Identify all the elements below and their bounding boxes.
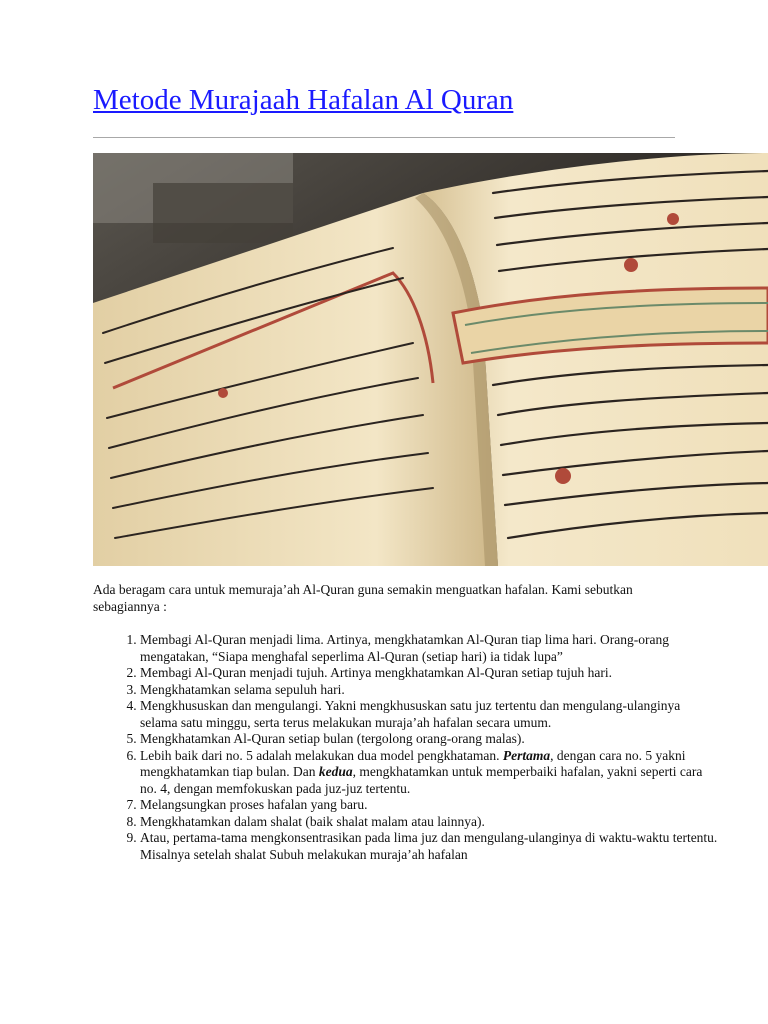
list-item: 1. Membagi Al-Quran menjadi lima. Artinya, mengkhatamkan Al-Quran tiap lima hari. Orang-orang mengatakan, “Siapa menghafal seperlima Al-Quran (setiap hari) ia tidak lupa” <box>140 632 720 665</box>
list-item-text: , dengan cara no. 5 yakni mengkhatamkan tiap bulan. Dan <box>140 747 686 779</box>
list-item <box>140 748 720 798</box>
list-item: 8. Mengkhatamkan dalam shalat (baik shalat malam atau lainnya). <box>140 814 720 831</box>
list-item: 9. Atau, pertama-tama mengkonsentrasikan pada lima juz dan mengulang-ulanginya di waktu-waktu tertentu. Misalnya setelah shalat Subuh melakukan muraja’ah hafalan <box>140 830 720 863</box>
intro-paragraph: Ada beragam cara untuk memuraja’ah Al-Quran guna semakin menguatkan hafalan. Kami sebutkan sebagiannya : <box>93 582 633 614</box>
keyword-pertama: Pertama <box>502 747 551 763</box>
list-item: 2. Membagi Al-Quran menjadi tujuh. Artinya mengkhatamkan Al-Quran setiap tujuh hari. <box>140 665 720 682</box>
list-item: 7. Melangsungkan proses hafalan yang baru. <box>140 797 720 814</box>
article-title-link[interactable]: Metode Murajaah Hafalan Al Quran <box>93 84 514 116</box>
keyword-kedua: kedua <box>318 764 353 779</box>
list-item: 3. Mengkhatamkan selama sepuluh hari. <box>140 682 720 699</box>
list-item: 4. Mengkhususkan dan mengulangi. Yakni mengkhususkan satu juz tertentu dan mengulang-ulanginya selama satu minggu, serta terus melakukan muraja’ah hafalan secara umum. <box>140 698 720 731</box>
murajaah-method-list <box>93 632 720 863</box>
title-divider <box>93 137 675 138</box>
quran-photo <box>93 153 768 566</box>
list-item: 5. Mengkhatamkan Al-Quran setiap bulan (tergolong orang-orang malas). <box>140 731 720 748</box>
list-item-text: Lebih baik dari no. 5 adalah melakukan dua model pengkhataman. <box>140 747 503 763</box>
list-item-text: , mengkhatamkan untuk memperbaiki hafalan, yakni seperti cara no. 4, dengan memfokuskan pada juz-juz tertentu. <box>140 764 703 796</box>
